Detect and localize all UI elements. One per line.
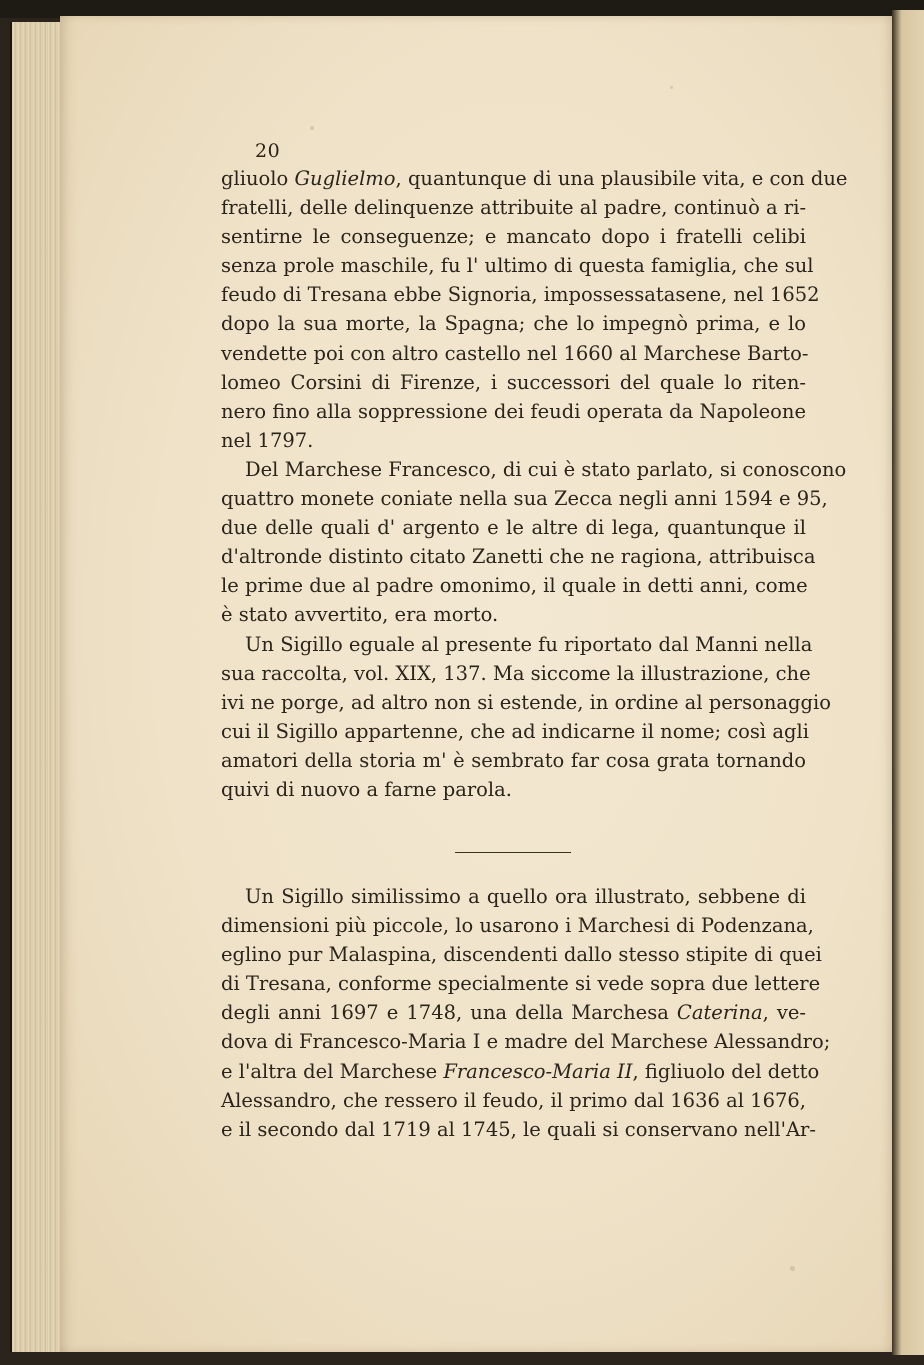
paper-spot <box>670 86 673 89</box>
text-line <box>221 513 806 542</box>
text-line <box>221 1086 806 1115</box>
text-span: di Tresana, conforme specialmente si vede sopra due lettere <box>221 972 821 996</box>
text-line <box>221 426 806 455</box>
text-line <box>221 542 816 571</box>
text-span: sua raccolta, vol. XIX, 137. Ma siccome la illustrazione, che <box>221 661 811 685</box>
text-span: feudo di Tresana ebbe Signoria, impossessatasene, nel 1652 <box>221 283 820 307</box>
text-line <box>221 940 822 969</box>
text-span: e il secondo dal 1719 al 1745, le quali si conservano nell'Ar- <box>221 1117 816 1141</box>
text-span: dimensioni più piccole, lo usarono i Marchesi di Podenzana, <box>221 914 814 938</box>
text-span: fratelli, delle delinquenze attribuite al padre, continuò a ri- <box>221 196 807 220</box>
text-line <box>221 969 821 998</box>
text-line <box>221 659 811 688</box>
text-span: Alessandro, che ressero il feudo, il primo dal 1636 al 1676, <box>221 1088 806 1112</box>
text-line <box>221 339 809 368</box>
text-span: cui il Sigillo appartenne, che ad indicarne il nome; così agli <box>221 719 809 743</box>
text-line <box>221 688 831 717</box>
text-span: nel 1797. <box>221 428 314 452</box>
text-span: è stato avvertito, era morto. <box>221 603 499 627</box>
text-span: d'altronde distinto citato Zanetti che ne ragiona, attribuisca <box>221 545 816 569</box>
text-span: eglino pur Malaspina, discendenti dallo stesso stipite di quei <box>221 943 822 967</box>
text-line <box>221 164 848 193</box>
text-span: , quantunque di una plausibile vita, e con due <box>395 167 848 190</box>
text-span: amatori della storia m' è sembrato far cosa grata tornando <box>221 748 806 772</box>
page-number: 20 <box>255 140 281 162</box>
text-line <box>221 882 806 911</box>
text-block-bottom <box>221 882 831 1144</box>
text-line <box>221 222 806 251</box>
text-line <box>221 998 806 1027</box>
text-span: nero fino alla soppressione dei feudi operata da Napoleone <box>221 399 806 423</box>
text-line <box>221 911 814 940</box>
text-span: vendette poi con altro castello nel 1660 al Marchese Barto- <box>221 341 809 365</box>
paragraph <box>221 630 831 805</box>
text-line <box>221 630 813 659</box>
text-line <box>221 775 806 804</box>
text-span: dova di Francesco-Maria I e madre del Marchese Alessandro; <box>221 1030 831 1054</box>
text-line <box>221 193 806 222</box>
text-span: quivi di nuovo a farne parola. <box>221 777 512 801</box>
text-line <box>221 746 806 775</box>
text-line <box>221 1057 820 1086</box>
text-line <box>221 455 847 484</box>
next-page-edge <box>892 10 924 1355</box>
text-span: lomeo Corsini di Firenze, i successori del quale lo riten- <box>221 370 806 394</box>
text-span: Guglielmo <box>294 167 396 190</box>
section-separator-rule <box>455 852 571 853</box>
text-line <box>221 1115 816 1144</box>
text-line <box>221 484 828 513</box>
text-span: gliuolo <box>221 167 295 190</box>
text-span: quattro monete coniate nella sua Zecca negli anni 1594 e 95, <box>221 487 828 511</box>
text-block-top <box>221 164 848 804</box>
text-span: , figliuolo del detto <box>632 1059 820 1083</box>
paragraph <box>221 882 831 1144</box>
text-span: ivi ne porge, ad altro non si estende, in ordine al personaggio <box>221 690 831 714</box>
text-line <box>221 280 820 309</box>
text-line <box>221 717 809 746</box>
text-span: Francesco-Maria II <box>443 1059 633 1083</box>
text-span: sentirne le conseguenze; e mancato dopo i fratelli celibi <box>221 225 806 249</box>
text-span: Del Marchese Francesco, di cui è stato parlato, si conoscono <box>245 457 847 481</box>
text-line <box>221 368 806 397</box>
text-line <box>221 600 806 629</box>
text-span: senza prole maschile, fu l' ultimo di questa famiglia, che sul <box>221 254 814 278</box>
text-line <box>221 397 806 426</box>
text-span: Un Sigillo similissimo a quello ora illustrato, sebbene di <box>245 885 806 908</box>
paragraph <box>221 455 847 630</box>
text-span: le prime due al padre omonimo, il quale in detti anni, come <box>221 574 808 598</box>
text-span: due delle quali d' argento e le altre di lega, quantunque il <box>221 516 806 540</box>
text-line <box>221 251 814 280</box>
paper-spot <box>790 1266 795 1271</box>
text-span: e l'altra del Marchese <box>221 1059 444 1083</box>
text-line <box>221 571 806 600</box>
text-line <box>221 1027 831 1056</box>
text-span: degli anni 1697 e 1748, una della Marchesa <box>221 1001 677 1025</box>
paragraph <box>221 164 848 455</box>
text-span: Caterina <box>676 1001 763 1025</box>
text-span: Un Sigillo eguale al presente fu riportato dal Manni nella <box>245 632 813 656</box>
text-span: dopo la sua morte, la Spagna; che lo impegnò prima, e lo <box>221 312 806 336</box>
text-span: , ve- <box>762 1001 807 1025</box>
text-line <box>221 309 806 338</box>
paper-spot <box>310 126 314 130</box>
